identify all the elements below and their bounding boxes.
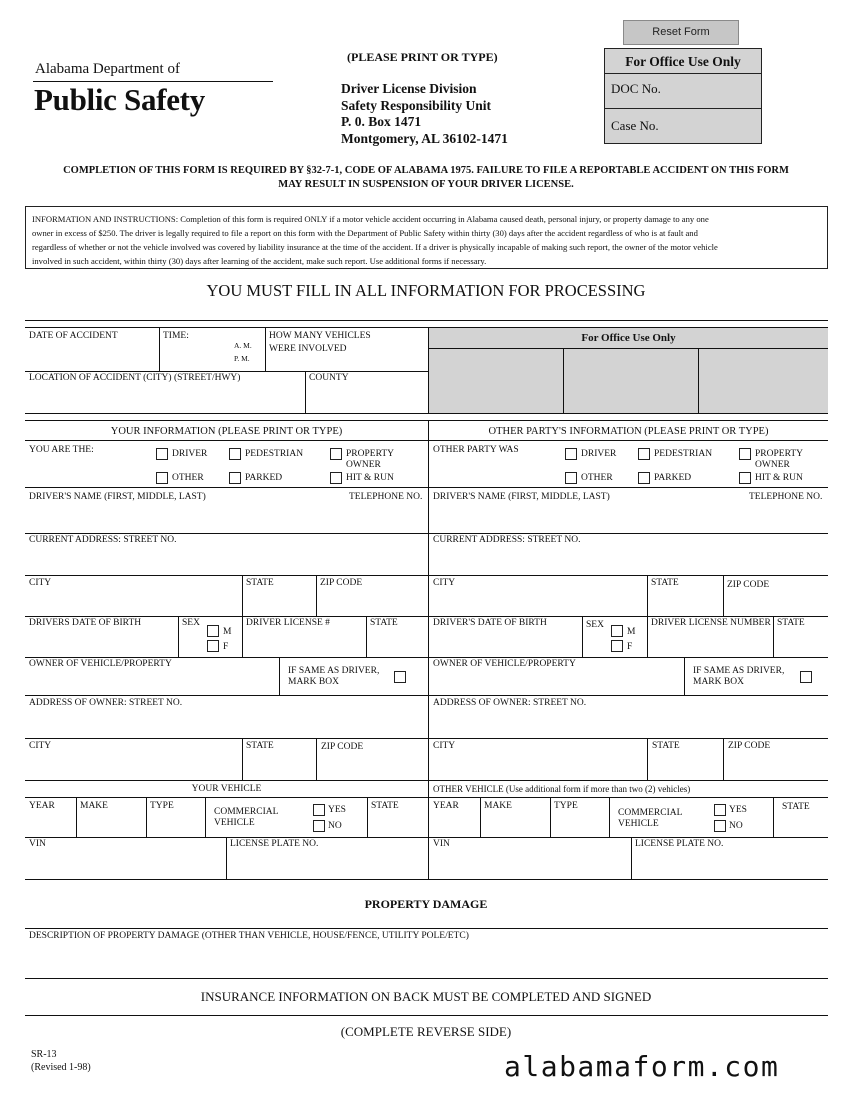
other-sex-female-checkbox[interactable] <box>611 640 623 652</box>
other-sex-label: SEX <box>586 620 604 630</box>
other-vehicle-state-label: STATE <box>782 802 810 812</box>
other-license-input[interactable] <box>651 634 769 654</box>
other-vin-label: VIN <box>433 839 450 849</box>
your-info-heading: YOUR INFORMATION (PLEASE PRINT OR TYPE) <box>110 426 343 437</box>
property-owner-checkbox[interactable] <box>330 448 342 460</box>
other-year-input[interactable] <box>433 815 475 833</box>
other-city-input[interactable] <box>433 593 643 613</box>
vehicle-state-input[interactable] <box>371 815 424 833</box>
other-make-label: MAKE <box>484 801 512 811</box>
other-other-option-label: OTHER <box>581 473 613 483</box>
owner-city-label: CITY <box>29 741 52 751</box>
other-commercial-yes-label: YES <box>729 805 747 815</box>
city-label: CITY <box>29 578 52 588</box>
hit-run-option-label: HIT & RUN <box>346 473 394 483</box>
sex-label: SEX <box>182 618 200 628</box>
agency-title: Public Safety <box>34 82 205 117</box>
commercial-no-label: NO <box>328 821 342 831</box>
commercial-yes-checkbox[interactable] <box>313 804 325 816</box>
vehicles-involved-input[interactable] <box>380 350 424 368</box>
other-same-as-driver-line: IF SAME AS DRIVER, <box>693 666 785 676</box>
other-sex-male-label: M <box>627 627 636 637</box>
other-pedestrian-checkbox[interactable] <box>638 448 650 460</box>
reset-form-button[interactable]: Reset Form <box>623 20 739 45</box>
property-damage-heading: PROPERTY DAMAGE <box>364 897 488 911</box>
other-type-input[interactable] <box>554 815 606 833</box>
other-hit-run-option-label: HIT & RUN <box>755 473 803 483</box>
other-property-option-label: PROPERTY <box>755 449 803 459</box>
other-owner-address-label: ADDRESS OF OWNER: STREET NO. <box>433 698 587 708</box>
office-use-label: For Office Use Only <box>581 332 676 344</box>
license-plate-input[interactable] <box>230 854 424 874</box>
vehicles-involved-label <box>269 331 371 355</box>
sex-female-checkbox[interactable] <box>207 640 219 652</box>
other-driver-name-label: DRIVER'S NAME (FIRST, MIDDLE, LAST) <box>433 492 610 502</box>
other-dob-input[interactable] <box>433 634 578 654</box>
same-as-driver-line: MARK BOX <box>288 677 339 687</box>
driver-name-input[interactable] <box>29 507 424 529</box>
revision-date: (Revised 1-98) <box>31 1062 91 1073</box>
zip-label: ZIP CODE <box>320 578 363 588</box>
property-damage-input[interactable] <box>29 946 824 972</box>
other-owner-zip-label: ZIP CODE <box>728 741 771 751</box>
driver-option-label: DRIVER <box>172 449 208 459</box>
owner-address-input[interactable] <box>29 713 424 735</box>
address-line: P. 0. Box 1471 <box>341 114 422 129</box>
sex-female-label: F <box>223 642 229 652</box>
other-year-label: YEAR <box>433 801 459 811</box>
other-telephone-label: TELEPHONE NO. <box>749 492 823 502</box>
commercial-no-checkbox[interactable] <box>313 820 325 832</box>
other-owner-state-label: STATE <box>652 741 680 751</box>
year-label: YEAR <box>29 801 55 811</box>
commercial-vehicle-label <box>214 807 278 829</box>
commercial-vehicle-line: COMMERCIAL <box>214 807 279 817</box>
instruction-line: involved in such accident, within thirty (30) days after learning of the accident, make such report. Use additional forms if necessary. <box>32 256 487 266</box>
other-owner-label: OWNER OF VEHICLE/PROPERTY <box>433 659 576 669</box>
other-zip-label: ZIP CODE <box>727 580 770 590</box>
dob-label: DRIVERS DATE OF BIRTH <box>29 618 142 628</box>
current-address-input[interactable] <box>29 550 424 572</box>
other-parked-checkbox[interactable] <box>638 472 650 484</box>
parked-option-label: PARKED <box>245 473 283 483</box>
other-commercial-vehicle-line: COMMERCIAL <box>618 808 683 818</box>
telephone-label: TELEPHONE NO. <box>349 492 423 502</box>
other-license-label: DRIVER LICENSE NUMBER <box>651 618 771 628</box>
other-vehicle-heading: OTHER VEHICLE (Use additional form if more than two (2) vehicles) <box>433 784 691 794</box>
other-other-checkbox[interactable] <box>565 472 577 484</box>
watermark: alabamaform.com <box>504 1050 780 1083</box>
other-commercial-yes-checkbox[interactable] <box>714 804 726 816</box>
am-label: A. M. <box>234 341 252 350</box>
notice-line: COMPLETION OF THIS FORM IS REQUIRED BY §32-7-1, CODE OF ALABAMA 1975. FAILURE TO FILE A REPORTABLE ACCIDENT ON THIS FORM <box>63 165 789 176</box>
owner-city-input[interactable] <box>29 756 237 776</box>
other-checkbox[interactable] <box>156 472 168 484</box>
other-state-label: STATE <box>651 578 679 588</box>
sex-male-label: M <box>223 627 232 637</box>
other-sex-female-label: F <box>627 642 633 652</box>
vin-label: VIN <box>29 839 46 849</box>
other-pedestrian-option-label: PEDESTRIAN <box>654 449 713 459</box>
county-input[interactable] <box>309 388 425 410</box>
other-sex-male-checkbox[interactable] <box>611 625 623 637</box>
owner-label: OWNER OF VEHICLE/PROPERTY <box>29 659 172 669</box>
other-vehicle-state-input[interactable] <box>777 815 824 833</box>
other-same-as-driver-line: MARK BOX <box>693 677 744 687</box>
year-input[interactable] <box>29 815 71 833</box>
agency-name: Alabama Department of <box>35 61 180 77</box>
other-owner-option-label: OWNER <box>755 460 790 470</box>
other-license-plate-label: LICENSE PLATE NO. <box>635 839 724 849</box>
pedestrian-option-label: PEDESTRIAN <box>245 449 304 459</box>
owner-address-label: ADDRESS OF OWNER: STREET NO. <box>29 698 183 708</box>
current-address-label: CURRENT ADDRESS: STREET NO. <box>29 535 177 545</box>
other-driver-name-input[interactable] <box>433 507 824 529</box>
vehicles-involved-line: HOW MANY VEHICLES <box>269 331 371 341</box>
other-current-address-input[interactable] <box>433 550 824 572</box>
notice-line: MAY RESULT IN SUSPENSION OF YOUR DRIVER LICENSE. <box>278 179 574 190</box>
owner-state-input[interactable] <box>246 756 312 776</box>
pedestrian-checkbox[interactable] <box>229 448 241 460</box>
owner-zip-label: ZIP CODE <box>321 742 364 752</box>
legal-notice <box>20 164 832 192</box>
other-owner-address-input[interactable] <box>433 713 824 735</box>
other-commercial-vehicle-label <box>618 808 682 830</box>
other-driver-checkbox[interactable] <box>565 448 577 460</box>
instruction-line: owner in excess of $250. The driver is legally required to file a report on this form with the Department of Public Safety within thirty (30) days after the accident regardless of who is at fault and <box>32 228 698 238</box>
make-label: MAKE <box>80 801 108 811</box>
vin-input[interactable] <box>29 854 222 874</box>
other-city-label: CITY <box>433 578 456 588</box>
other-owner-state-input[interactable] <box>651 756 719 776</box>
case-no-field <box>605 109 761 143</box>
dob-input[interactable] <box>29 634 174 654</box>
zip-input[interactable] <box>320 593 424 613</box>
other-owner-city-label: CITY <box>433 741 456 751</box>
state-input[interactable] <box>246 593 312 613</box>
your-vehicle-heading: YOUR VEHICLE <box>191 784 262 794</box>
other-same-as-driver-checkbox[interactable] <box>800 671 812 683</box>
other-option-label: OTHER <box>172 473 204 483</box>
location-input[interactable] <box>29 388 301 410</box>
license-state-input[interactable] <box>370 634 424 654</box>
address-line: Montgomery, AL 36102-1471 <box>341 130 508 146</box>
date-of-accident-input[interactable] <box>29 346 155 366</box>
print-note: (PLEASE PRINT OR TYPE) <box>347 50 498 64</box>
driver-checkbox[interactable] <box>156 448 168 460</box>
pm-label: P. M. <box>234 354 250 363</box>
other-zip-input[interactable] <box>727 593 824 613</box>
property-damage-desc-label: DESCRIPTION OF PROPERTY DAMAGE (OTHER THAN VEHICLE, HOUSE/FENCE, UTILITY POLE/ETC) <box>29 931 469 941</box>
mailing-address <box>341 81 508 147</box>
license-label: DRIVER LICENSE # <box>246 618 330 628</box>
case-no-label: Case No. <box>611 118 659 133</box>
office-use-title: For Office Use Only <box>605 49 761 74</box>
make-input[interactable] <box>80 815 142 833</box>
county-label: COUNTY <box>309 373 349 383</box>
sex-male-checkbox[interactable] <box>207 625 219 637</box>
other-party-was-label: OTHER PARTY WAS <box>433 445 519 455</box>
instructions-box <box>25 206 828 269</box>
office-use-box <box>604 48 762 144</box>
other-owner-city-input[interactable] <box>433 756 643 776</box>
doc-no-label: DOC No. <box>611 81 661 96</box>
other-property-owner-checkbox[interactable] <box>739 448 751 460</box>
other-same-as-driver-label <box>693 666 784 688</box>
insurance-note: INSURANCE INFORMATION ON BACK MUST BE COMPLETED AND SIGNED <box>200 989 652 1004</box>
instruction-line: regardless of whether or not the vehicle involved was covered by liability insurance at the time of the accident. If a driver is physically incapable of making such report, the owner of the motor vehicle <box>32 242 718 252</box>
property-option-label: PROPERTY <box>346 449 394 459</box>
other-hit-run-checkbox[interactable] <box>739 472 751 484</box>
form-number: SR-13 <box>31 1049 57 1060</box>
other-type-label: TYPE <box>554 801 578 811</box>
other-driver-option-label: DRIVER <box>581 449 617 459</box>
location-label: LOCATION OF ACCIDENT (CITY) (STREET/HWY) <box>29 373 241 383</box>
vehicles-involved-line: WERE INVOLVED <box>269 344 347 354</box>
type-input[interactable] <box>150 815 202 833</box>
same-as-driver-label <box>288 666 379 688</box>
main-heading: YOU MUST FILL IN ALL INFORMATION FOR PROCESSING <box>206 281 646 300</box>
commercial-yes-label: YES <box>328 805 346 815</box>
address-line: Safety Responsibility Unit <box>341 97 492 113</box>
state-label: STATE <box>246 578 274 588</box>
time-label: TIME: <box>163 331 189 341</box>
other-current-address-label: CURRENT ADDRESS: STREET NO. <box>433 535 581 545</box>
other-license-plate-input[interactable] <box>635 854 824 874</box>
other-owner-input[interactable] <box>433 674 679 694</box>
doc-no-field <box>605 74 761 109</box>
other-commercial-no-label: NO <box>729 821 743 831</box>
owner-state-label: STATE <box>246 741 274 751</box>
owner-option-label: OWNER <box>346 460 381 470</box>
other-owner-zip-input[interactable] <box>727 756 824 776</box>
other-party-heading: OTHER PARTY'S INFORMATION (PLEASE PRINT OR TYPE) <box>488 426 769 437</box>
other-commercial-no-checkbox[interactable] <box>714 820 726 832</box>
you-are-label: YOU ARE THE: <box>29 445 94 455</box>
same-as-driver-checkbox[interactable] <box>394 671 406 683</box>
other-state-input[interactable] <box>651 593 719 613</box>
vehicle-state-label: STATE <box>371 801 399 811</box>
license-input[interactable] <box>246 634 362 654</box>
owner-zip-input[interactable] <box>320 756 424 776</box>
date-of-accident-label: DATE OF ACCIDENT <box>29 331 118 341</box>
address-line: Driver License Division <box>341 81 477 96</box>
license-state-label: STATE <box>370 618 398 628</box>
same-as-driver-line: IF SAME AS DRIVER, <box>288 666 380 676</box>
type-label: TYPE <box>150 801 174 811</box>
commercial-vehicle-line: VEHICLE <box>214 818 255 828</box>
other-license-state-input[interactable] <box>777 634 824 654</box>
other-dob-label: DRIVER'S DATE OF BIRTH <box>433 618 547 628</box>
other-vin-input[interactable] <box>433 854 626 874</box>
time-input[interactable] <box>163 346 231 366</box>
owner-input[interactable] <box>29 674 275 694</box>
instruction-line: INFORMATION AND INSTRUCTIONS: Completion of this form is required ONLY if a motor vehicle accident occurring in Alabama caused death, personal injury, or property damage to any one <box>32 214 709 224</box>
hit-run-checkbox[interactable] <box>330 472 342 484</box>
city-input[interactable] <box>29 593 237 613</box>
reverse-note: (COMPLETE REVERSE SIDE) <box>340 1024 512 1039</box>
other-parked-option-label: PARKED <box>654 473 692 483</box>
other-make-input[interactable] <box>484 815 546 833</box>
other-license-state-label: STATE <box>777 618 805 628</box>
license-plate-label: LICENSE PLATE NO. <box>230 839 319 849</box>
driver-name-label: DRIVER'S NAME (FIRST, MIDDLE, LAST) <box>29 492 206 502</box>
other-commercial-vehicle-line: VEHICLE <box>618 819 659 829</box>
parked-checkbox[interactable] <box>229 472 241 484</box>
